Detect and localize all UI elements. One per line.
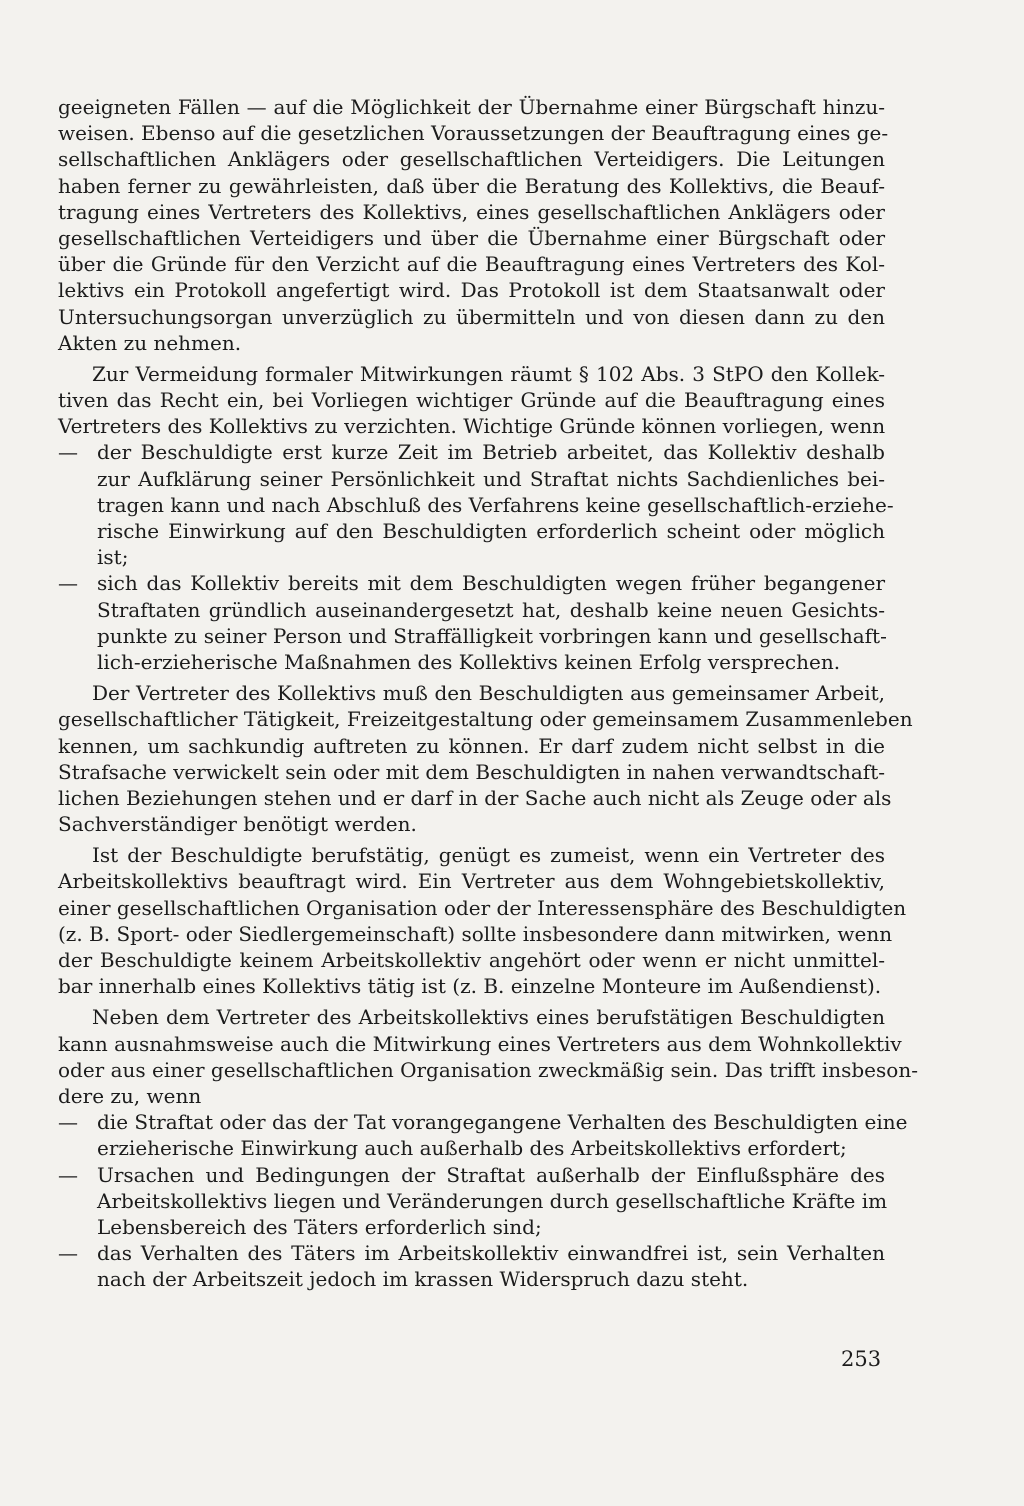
text-line: haben ferner zu gewährleisten, daß über die Beratung des Kollektivs, die Beauf-: [58, 173, 885, 198]
dash-bullet: —: [58, 571, 78, 596]
text-line: weisen. Ebenso auf die gesetzlichen Voraussetzungen der Beauftragung eines ge-: [58, 121, 889, 146]
text-line: punkte zu seiner Person und Straffälligkeit vorbringen kann und gesellschaft-: [97, 623, 887, 648]
text-line: Vertreters des Kollektivs zu verzichten. Wichtige Gründe können vorliegen, wenn: [58, 414, 886, 439]
list-item: [58, 1162, 888, 1241]
list-item: [58, 1109, 908, 1161]
text-line: Akten zu nehmen.: [58, 330, 242, 355]
list-item: [58, 570, 885, 675]
text-line: oder aus einer gesellschaftlichen Organisation zweckmäßig sein. Das trifft insbeson-: [58, 1057, 918, 1082]
text-line: Der Vertreter des Kollektivs muß den Beschuldigten aus gemeinsamer Arbeit,: [92, 681, 885, 706]
paragraph: [58, 1004, 918, 1109]
text-line: der Beschuldigte keinem Arbeitskollektiv angehört oder wenn er nicht unmittel-: [58, 948, 885, 972]
page-number: 253: [841, 1347, 882, 1371]
text-line: Ursachen und Bedingungen der Straftat außerhalb der Einflußsphäre des: [97, 1162, 885, 1187]
dash-bullet: —: [58, 440, 78, 465]
text-line: kann ausnahmsweise auch die Mitwirkung eines Vertreters aus dem Wohnkollektiv: [58, 1031, 902, 1056]
text-line: Straftaten gründlich auseinandergesetzt hat, deshalb keine neuen Gesichts-: [97, 597, 885, 622]
text-line: einer gesellschaftlichen Organisation oder der Interessensphäre des Beschuldigten: [58, 895, 907, 920]
text-line: geeigneten Fällen — auf die Möglichkeit der Übernahme einer Bürgschaft hinzu-: [58, 95, 885, 119]
text-line: nach der Arbeitszeit jedoch im krassen Widerspruch dazu steht.: [97, 1267, 749, 1292]
document-body: [58, 94, 918, 1292]
text-line: tiven das Recht ein, bei Vorliegen wichtiger Gründe auf die Beauftragung eines: [58, 388, 885, 413]
text-line: gesellschaftlichen Verteidigers und über die Übernahme einer Bürgschaft oder: [58, 225, 885, 250]
text-line: lektivs ein Protokoll angefertigt wird. Das Protokoll ist dem Staatsanwalt oder: [58, 278, 885, 303]
dash-bullet: —: [58, 1110, 78, 1135]
list-item: [58, 439, 894, 570]
text-line: das Verhalten des Täters im Arbeitskollektiv einwandfrei ist, sein Verhalten: [97, 1241, 885, 1266]
list-item: [58, 1240, 885, 1292]
text-line: sich das Kollektiv bereits mit dem Beschuldigten wegen früher begangener: [97, 571, 885, 596]
text-line: Neben dem Vertreter des Arbeitskollektivs eines berufstätigen Beschuldigten: [92, 1005, 885, 1030]
text-line: lich-erzieherische Maßnahmen des Kollektivs keinen Erfolg versprechen.: [97, 649, 841, 674]
text-line: dere zu, wenn: [58, 1083, 202, 1108]
text-line: Untersuchungsorgan unverzüglich zu übermitteln und von diesen dann zu den: [58, 304, 885, 329]
text-line: tragung eines Vertreters des Kollektivs, eines gesellschaftlichen Anklägers oder: [58, 199, 885, 224]
text-line: Lebensbereich des Täters erforderlich sind;: [97, 1214, 542, 1239]
text-line: rische Einwirkung auf den Beschuldigten erforderlich scheint oder möglich: [97, 519, 885, 543]
paragraph: [58, 842, 907, 999]
text-line: gesellschaftlicher Tätigkeit, Freizeitgestaltung oder gemeinsamem Zusammenleben: [58, 707, 913, 732]
paragraph: [58, 94, 889, 356]
text-line: Arbeitskollektivs liegen und Veränderungen durch gesellschaftliche Kräfte im: [97, 1188, 888, 1213]
text-line: lichen Beziehungen stehen und er darf in der Sache auch nicht als Zeuge oder als: [58, 785, 892, 810]
text-line: über die Gründe für den Verzicht auf die Beauftragung eines Vertreters des Kol-: [58, 252, 885, 277]
text-line: tragen kann und nach Abschluß des Verfahrens keine gesellschaftlich-erziehe-: [97, 492, 894, 517]
text-line: Strafsache verwickelt sein oder mit dem Beschuldigten in nahen verwandtschaft-: [58, 759, 885, 784]
text-line: zur Aufklärung seiner Persönlichkeit und Straftat nichts Sachdienliches bei-: [97, 466, 885, 491]
text-line: Arbeitskollektivs beauftragt wird. Ein Vertreter aus dem Wohngebietskollektiv,: [58, 869, 885, 894]
text-line: (z. B. Sport- oder Siedlergemeinschaft) sollte insbesondere dann mitwirken, wenn: [58, 921, 893, 946]
paragraph: [58, 680, 913, 837]
text-line: Sachverständiger benötigt werden.: [58, 812, 417, 837]
paragraph: [58, 361, 885, 440]
text-line: sellschaftlichen Anklägers oder gesellschaftlichen Verteidigers. Die Leitungen: [58, 147, 885, 172]
text-line: bar innerhalb eines Kollektivs tätig ist (z. B. einzelne Monteure im Außendienst).: [58, 974, 882, 999]
text-line: ist;: [97, 545, 129, 570]
text-line: der Beschuldigte erst kurze Zeit im Betrieb arbeitet, das Kollektiv deshalb: [97, 440, 885, 465]
text-line: die Straftat oder das der Tat vorangegangene Verhalten des Beschuldigten eine: [97, 1110, 908, 1135]
dash-bullet: —: [58, 1162, 78, 1187]
text-line: erzieherische Einwirkung auch außerhalb des Arbeitskollektivs erfordert;: [97, 1136, 847, 1161]
text-line: kennen, um sachkundig auftreten zu können. Er darf zudem nicht selbst in die: [58, 733, 885, 758]
text-line: Zur Vermeidung formaler Mitwirkungen räumt § 102 Abs. 3 StPO den Kollek-: [92, 361, 885, 386]
dash-bullet: —: [58, 1241, 78, 1266]
text-line: Ist der Beschuldigte berufstätig, genügt es zumeist, wenn ein Vertreter des: [92, 843, 885, 868]
